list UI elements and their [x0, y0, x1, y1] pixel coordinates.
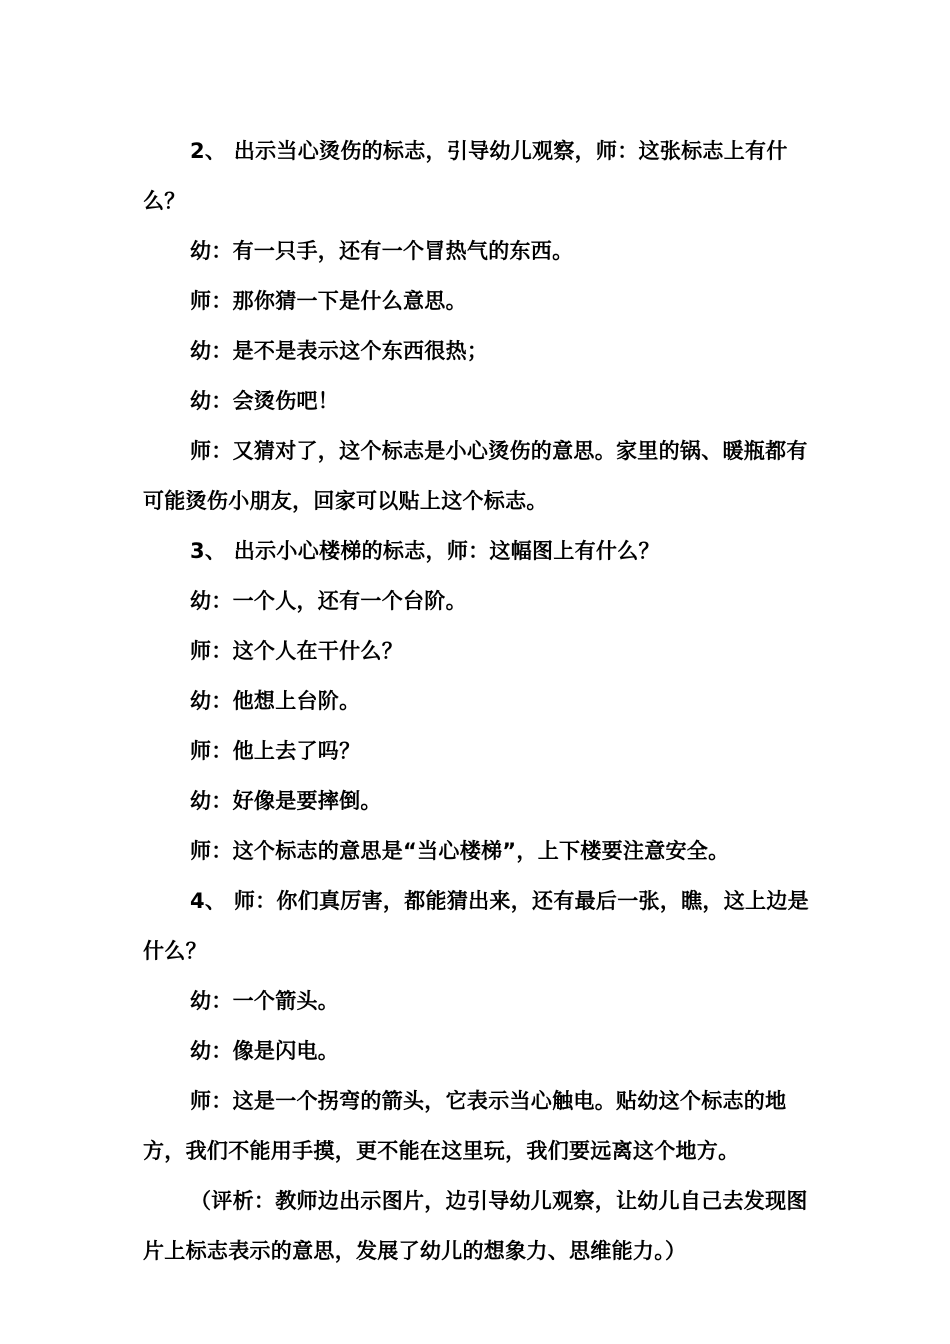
- paragraph-teacher-explanation: 师：这个标志的意思是“当心楼梯”，上下楼要注意安全。: [190, 839, 730, 863]
- paragraph-teacher-question: 师：这个人在干什么？: [190, 639, 403, 663]
- paragraph-child-answer: 幼：一个人，还有一个台阶。: [190, 589, 467, 613]
- paragraph-teacher-explanation: 师：这是一个拐弯的箭头，它表示当心触电。贴幼这个标志的地方，我们不能用手摸，更不能在这里玩，我们要远离这个地方。: [143, 1089, 787, 1163]
- paragraph-teacher-question: 师：他上去了吗？: [190, 739, 361, 763]
- paragraph-child-answer: 幼：会烫伤吧！: [190, 389, 340, 413]
- paragraph-child-answer: 幼：是不是表示这个东西很热；: [190, 339, 489, 363]
- paragraph-teacher-question: 师：那你猜一下是什么意思。: [190, 289, 467, 313]
- paragraph-child-answer: 幼：有一只手，还有一个冒热气的东西。: [190, 239, 574, 263]
- paragraph-step-3-intro: 3、 出示小心楼梯的标志，师：这幅图上有什么？: [190, 539, 660, 563]
- paragraph-teacher-explanation: 师：又猜对了，这个标志是小心烫伤的意思。家里的锅、暖瓶都有可能烫伤小朋友，回家可以贴上这个标志。: [143, 439, 808, 513]
- paragraph-child-answer: 幼：好像是要摔倒。: [190, 789, 382, 813]
- paragraph-step-2-intro: 2、 出示当心烫伤的标志，引导幼儿观察，师：这张标志上有什么？: [143, 139, 788, 213]
- paragraph-child-answer: 幼：他想上台阶。: [190, 689, 361, 713]
- document-body: [143, 126, 813, 1276]
- paragraph-step-4-intro: 4、 师：你们真厉害，都能猜出来，还有最后一张，瞧，这上边是什么？: [143, 889, 809, 963]
- paragraph-child-answer: 幼：一个箭头。: [190, 989, 340, 1013]
- paragraph-child-answer: 幼：像是闪电。: [190, 1039, 340, 1063]
- paragraph-commentary: （评析：教师边出示图片，边引导幼儿观察，让幼儿自己去发现图片上标志表示的意思，发展了幼儿的想象力、思维能力。）: [143, 1189, 808, 1263]
